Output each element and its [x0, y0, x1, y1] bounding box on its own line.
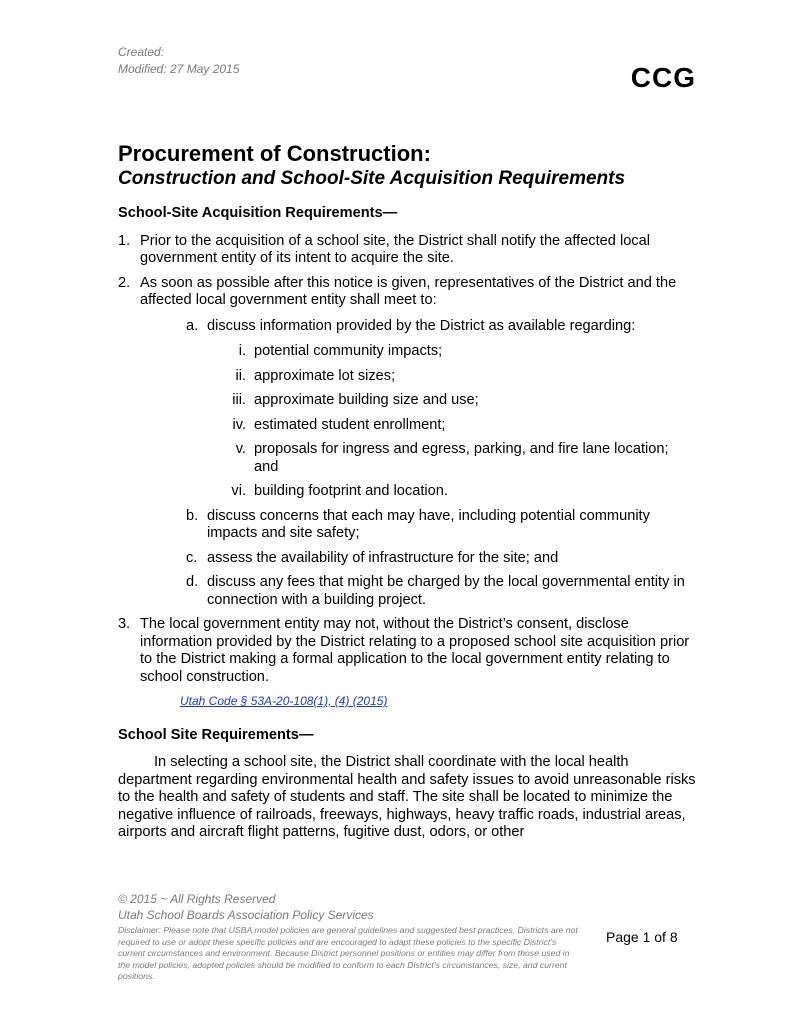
- modified-date: Modified: 27 May 2015: [118, 62, 240, 76]
- item-number: 2.: [118, 274, 131, 291]
- item-text: proposals for ingress and egress, parking, and fire lane location; and: [254, 441, 669, 475]
- item-number: 3.: [118, 616, 131, 632]
- copyright-text: © 2015 ~ All Rights Reserved: [118, 892, 276, 906]
- item-text: building footprint and location.: [254, 483, 448, 499]
- item-text: approximate lot sizes;: [254, 367, 396, 384]
- list-item: [140, 392, 696, 410]
- list-item: [140, 368, 696, 386]
- disclaimer-text: Disclaimer: Please note that USBA model policies are general guidelines and suggested best practices. Districts are not required to use or adopt these specific policies and are encouraged to adapt these policies to the specific District’s current circumstances and environment. Because District personnel positions or entities may differ from those used in the model policies, adopted policies should be modified to conform to each District’s circumstances, size, and current positions.: [118, 925, 578, 981]
- list-item: [140, 417, 696, 435]
- page-title: Procurement of Construction:: [118, 141, 431, 166]
- footer: [118, 891, 374, 923]
- item-roman: ii.: [235, 367, 246, 384]
- sub-list: [140, 318, 696, 610]
- created-label: Created:: [118, 45, 165, 59]
- item-letter: d.: [186, 574, 199, 590]
- citation-link[interactable]: Utah Code § 53A-20-108(1), (4) (2015): [180, 694, 388, 708]
- title-block: [118, 140, 718, 191]
- item-roman: v.: [235, 441, 246, 457]
- item-text: As soon as possible after this notice is given, representatives of the District and the affected local government entity shall meet to:: [140, 274, 677, 308]
- page-number: Page 1 of 8: [606, 929, 678, 945]
- item-letter: b.: [186, 507, 199, 524]
- item-text: discuss any fees that might be charged by the local governmental entity in connection with a building project.: [207, 574, 685, 608]
- item-roman: vi.: [231, 483, 246, 499]
- document-body: [118, 205, 696, 842]
- list-item: [118, 616, 696, 686]
- item-text: The local government entity may not, without the District’s consent, disclose information provided by the District relating to a proposed school site acquisition prior to the District making a formal application to the local government entity relating to school construction.: [140, 616, 690, 685]
- item-text: discuss concerns that each may have, including potential community impacts and site safety;: [207, 507, 650, 541]
- list-item: [118, 275, 696, 610]
- item-roman: iii.: [232, 392, 246, 408]
- organization-text: Utah School Boards Association Policy Services: [118, 908, 374, 922]
- item-roman: i.: [238, 343, 246, 359]
- list-item: [140, 574, 696, 609]
- acquisition-list: [118, 233, 696, 687]
- list-item: [140, 441, 696, 476]
- section-heading-site: School Site Requirements—: [118, 726, 314, 743]
- item-letter: a.: [186, 317, 199, 334]
- item-text: Prior to the acquisition of a school site, the District shall notify the affected local government entity of its intent to acquire the site.: [140, 232, 650, 266]
- citation: [180, 693, 696, 711]
- section-heading-acquisition: School-Site Acquisition Requirements—: [118, 205, 398, 221]
- list-item: [140, 550, 696, 568]
- roman-list: [140, 343, 696, 501]
- list-item: [140, 343, 696, 361]
- list-item: [140, 508, 696, 543]
- item-text: assess the availability of infrastructure for the site; and: [207, 549, 559, 566]
- item-roman: iv.: [232, 416, 246, 433]
- list-item: [140, 318, 696, 501]
- item-number: 1.: [118, 232, 131, 249]
- item-letter: c.: [186, 549, 198, 566]
- list-item: [118, 233, 696, 268]
- item-text: estimated student enrollment;: [254, 416, 446, 433]
- policy-code: CCG: [630, 62, 696, 93]
- item-text: potential community impacts;: [254, 343, 443, 359]
- document-meta: [118, 44, 239, 78]
- item-text: discuss information provided by the District as available regarding:: [207, 317, 636, 334]
- list-item: [140, 483, 696, 501]
- site-paragraph: In selecting a school site, the District shall coordinate with the local health department regarding environmental health and safety issues to avoid unreasonable risks to the health and safety of students and staff. The site shall be located to minimize the negative influence of railroads, freeways, highways, heavy traffic roads, industrial areas, airports and aircraft flight patterns, fugitive dust, odors, or other: [118, 754, 696, 840]
- page-subtitle: Construction and School-Site Acquisition Requirements: [118, 168, 626, 189]
- item-text: approximate building size and use;: [254, 392, 479, 408]
